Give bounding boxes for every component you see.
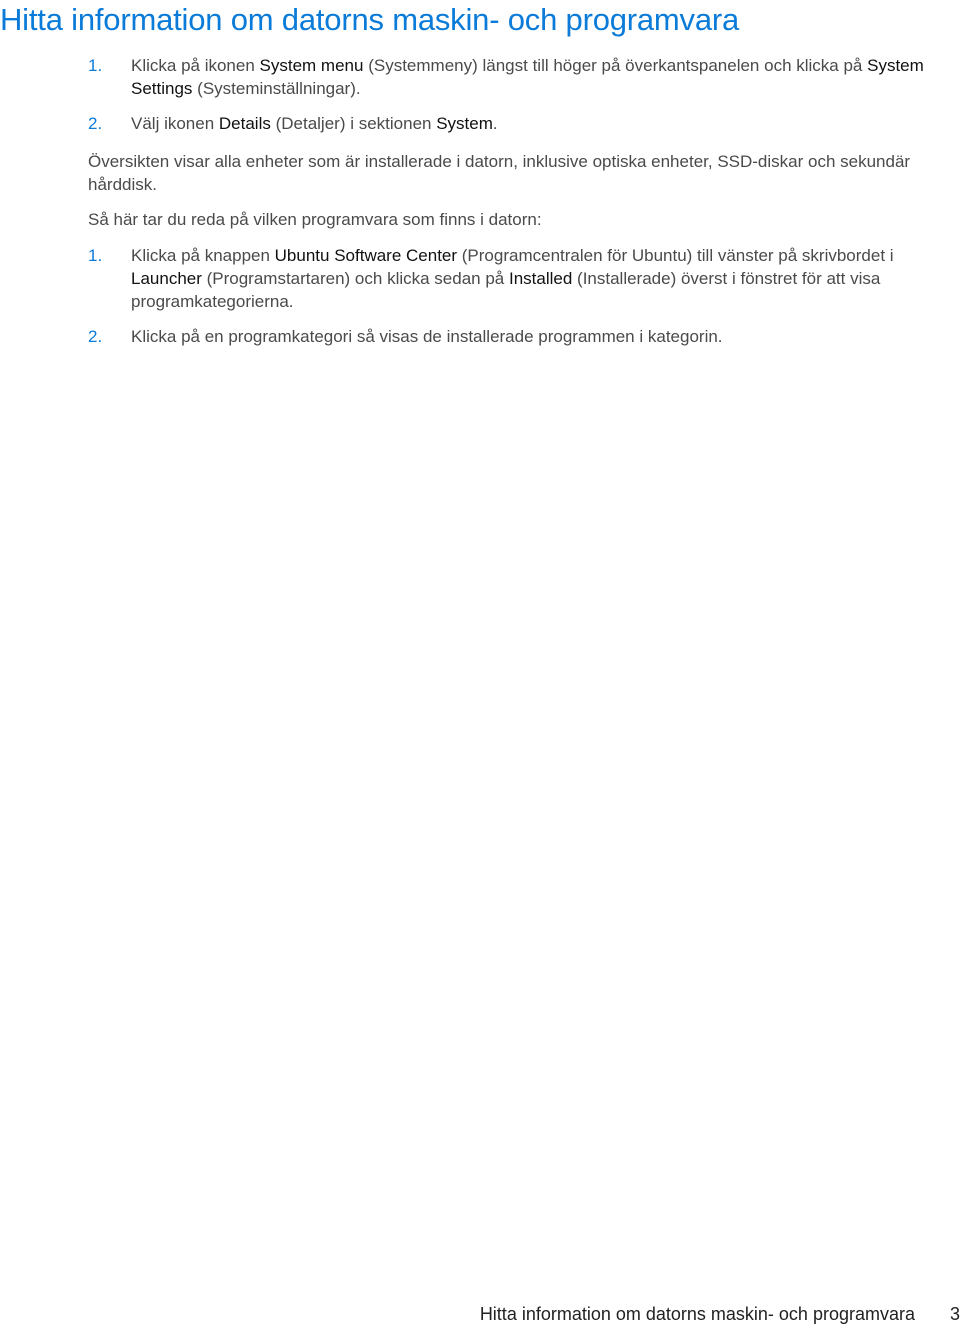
step-text: (Programstartaren) och klicka sedan på <box>201 269 509 288</box>
overview-paragraph: Översikten visar alla enheter som är installerade i datorn, inklusive optiska enheter, SSD-diskar och sekundär hårddisk. <box>88 152 911 194</box>
step-number: 1. <box>88 56 103 75</box>
step-text: Klicka på en programkategori så visas de installerade programmen i kategorin. <box>131 327 723 346</box>
software-intro-paragraph: Så här tar du reda på vilken programvara som finns i datorn: <box>88 210 542 229</box>
settings-steps-list <box>88 54 938 135</box>
ui-term-system-settings: System Settings <box>131 56 924 98</box>
footer-title: Hitta information om datorns maskin- och programvara <box>479 1304 915 1324</box>
step-number: 2. <box>88 327 103 346</box>
ui-term-system: System <box>436 114 493 133</box>
ui-term-installed: Installed <box>508 269 573 288</box>
ui-term-launcher: Launcher <box>131 269 202 288</box>
ui-term-details: Details <box>218 114 271 133</box>
step-text: (Systeminställningar). <box>192 79 361 98</box>
page-footer <box>0 1302 960 1326</box>
step-text: Klicka på ikonen <box>131 56 260 75</box>
step-text: (Detaljer) i sektionen <box>270 114 437 133</box>
step-text: Klicka på knappen <box>131 246 275 265</box>
list-item <box>88 325 938 348</box>
list-item <box>88 244 938 313</box>
list-item <box>88 54 938 100</box>
step-number: 2. <box>88 114 103 133</box>
step-text: (Programcentralen för Ubuntu) till vänster på skrivbordet i <box>457 246 894 265</box>
ui-term-system-menu: System menu <box>259 56 364 75</box>
software-steps-list <box>88 244 938 348</box>
ui-term-ubuntu-software-center: Ubuntu Software Center <box>274 246 458 265</box>
step-text: Välj ikonen <box>131 114 219 133</box>
step-number: 1. <box>88 246 103 265</box>
page-title: Hitta information om datorns maskin- och programvara <box>0 2 740 37</box>
list-item <box>88 112 938 135</box>
step-text: . <box>492 114 498 133</box>
step-text: (Systemmeny) längst till höger på överkantspanelen och klicka på <box>363 56 868 75</box>
page-number: 3 <box>949 1304 960 1324</box>
step-text: (Installerade) överst i fönstret för att visa programkategorierna. <box>131 269 881 311</box>
